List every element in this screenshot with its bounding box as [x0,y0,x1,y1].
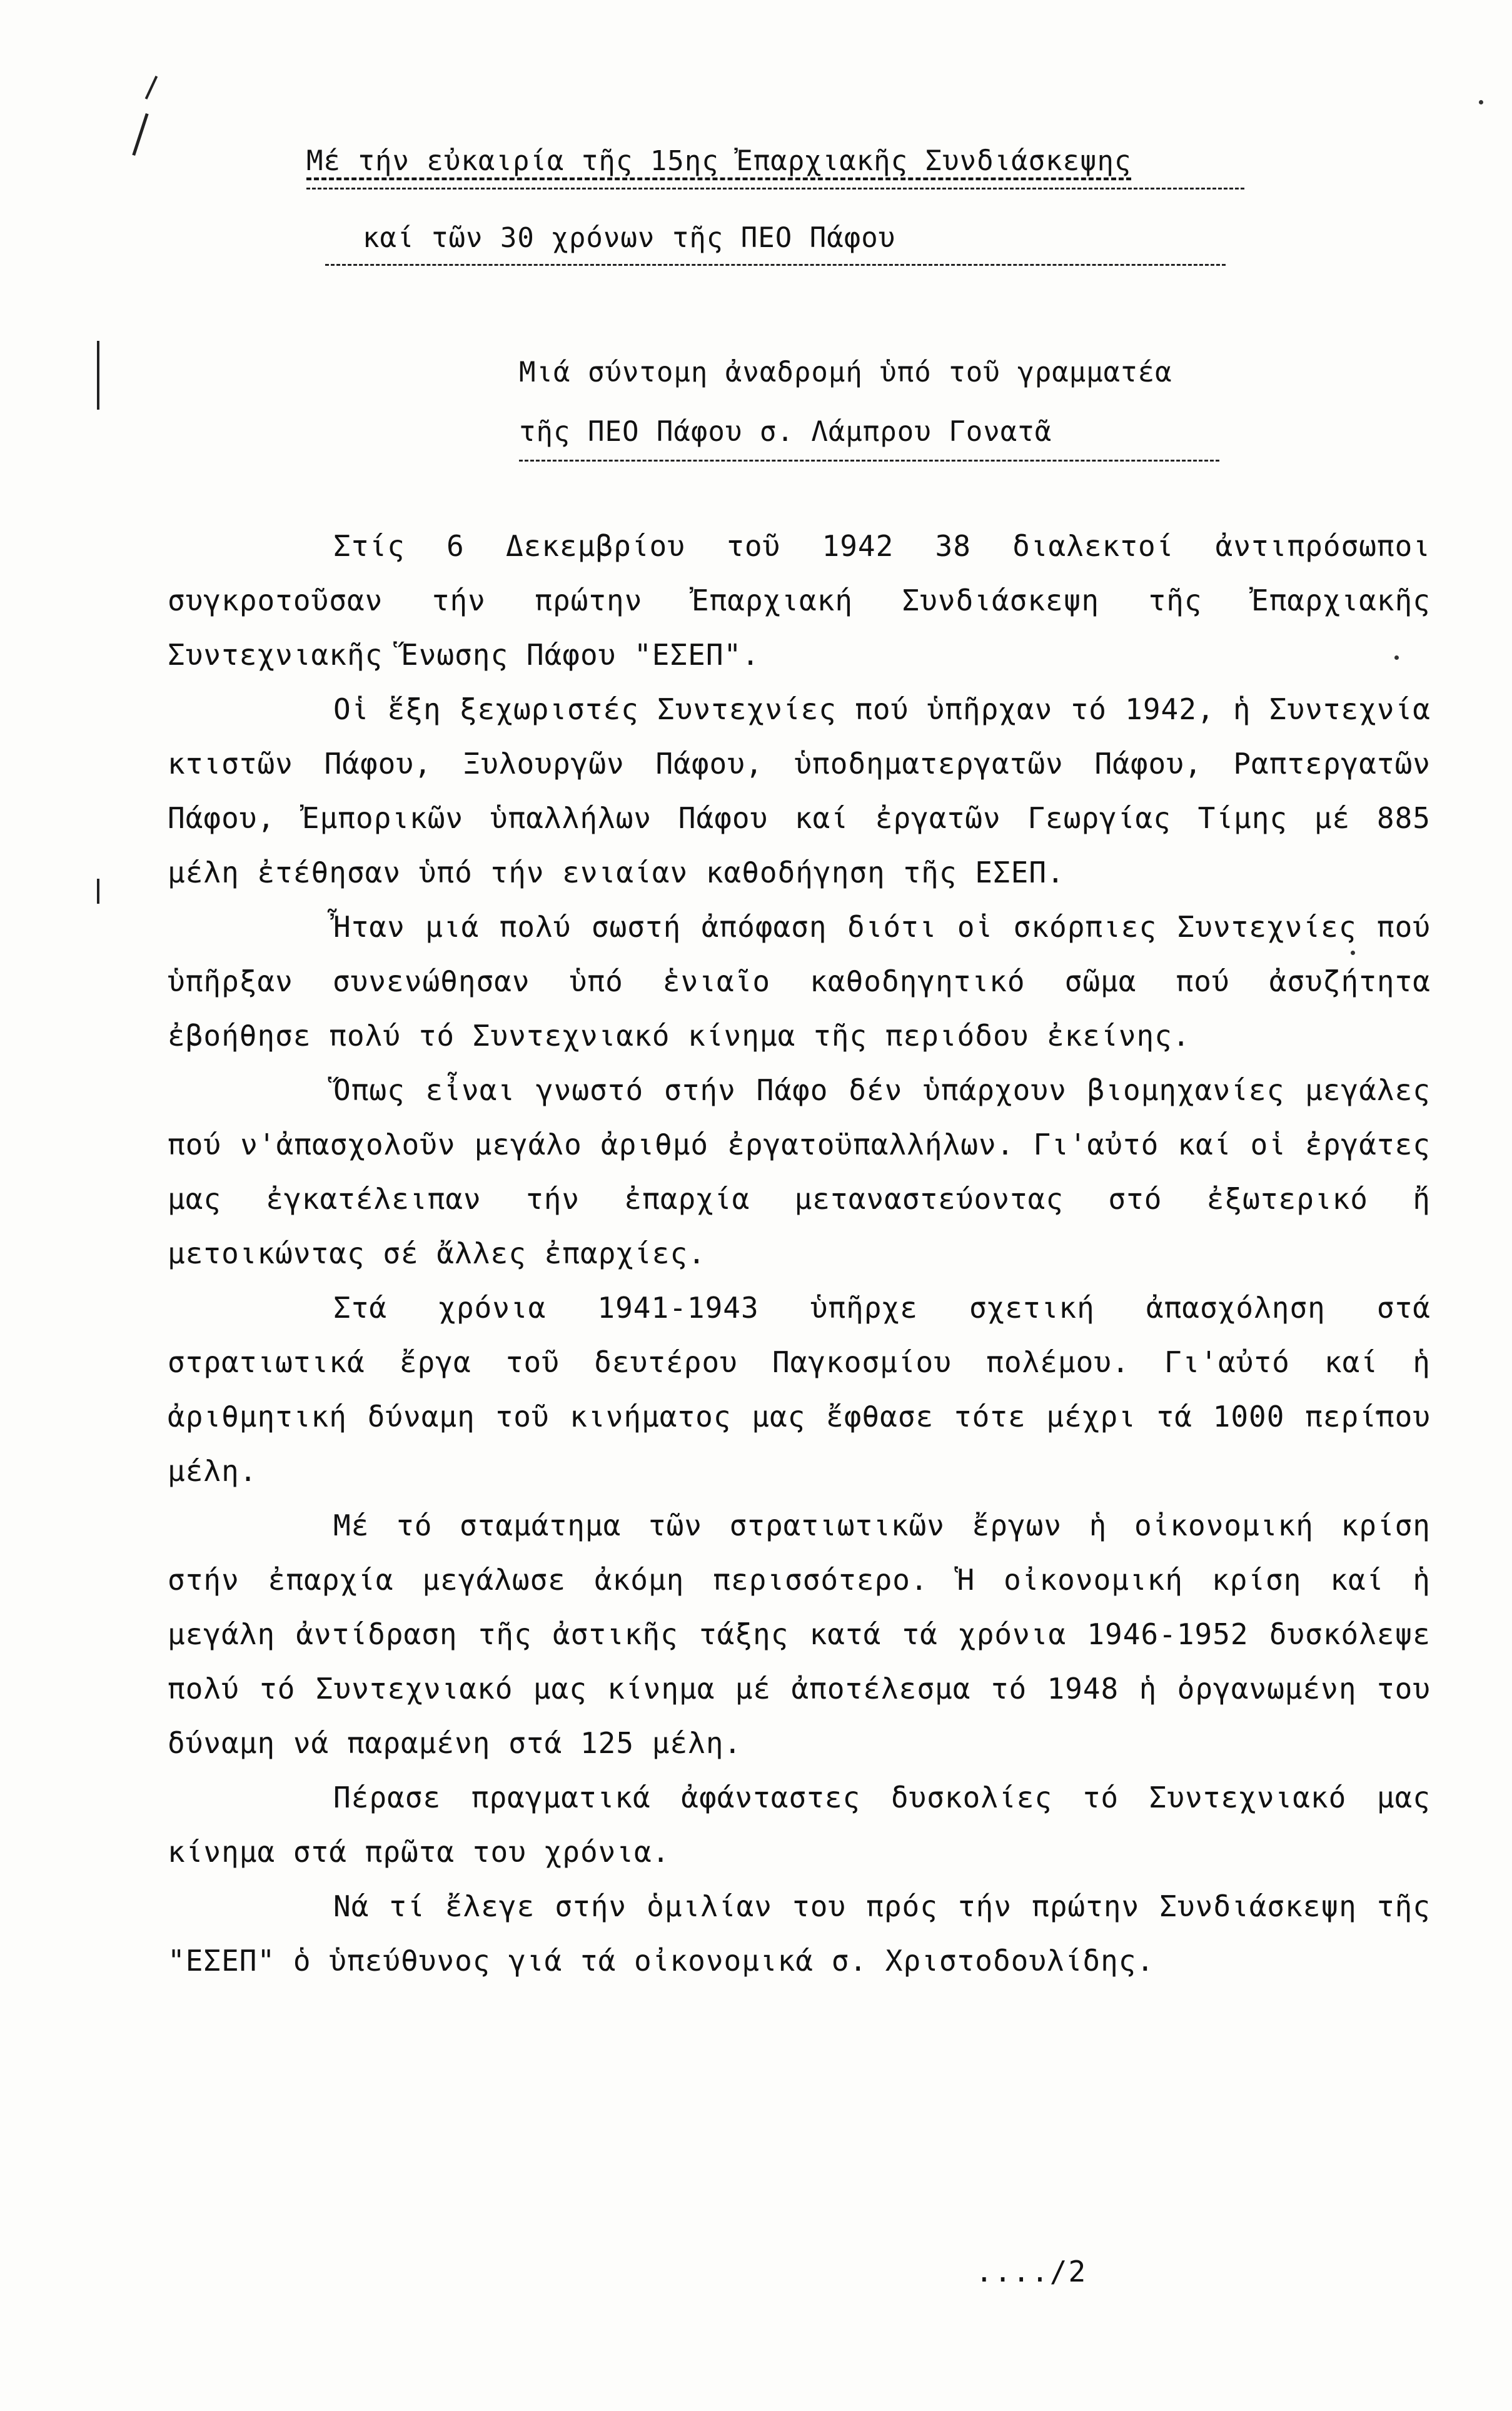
header-underline-1 [306,188,1244,190]
header-underline-2 [325,264,1226,266]
paragraph-2: Οἱ ἕξη ξεχωριστές Συντεχνίες πού ὑπῆρχαν τό 1942, ἡ Συντεχνία κτιστῶν Πάφου, Ξυλουργῶν Πάφου, ὑποδηματεργατῶν Πάφου, Ραπτεργατῶν Πάφου, Ἐμπορικῶν ὑπαλλήλων Πάφου καί ἐργατῶν Γεωργίας Τίμης μέ 885 μέλη ἐτέθησαν ὑπό τήν ενιαίαν καθοδήγηση τῆς ΕΣΕΠ. [168,692,1431,889]
paragraph-5: Στά χρόνια 1941-1943 ὑπῆρχε σχετική ἀπασχόληση στά στρατιωτικά ἔργα τοῦ δευτέρου Παγκοσμίου πολέμου. Γι'αὐτό καί ἡ ἀριθμητική δύναμη τοῦ κινήματος μας ἔφθασε τότε μέχρι τά 1000 περίπου μέλη. [168,1291,1431,1488]
paragraph-7: Πέρασε πραγματικά ἀφάνταστες δυσκολίες τό Συντεχνιακό μας κίνημα στά πρῶτα του χρόνια. [168,1781,1431,1869]
header-title-text-2: καί τῶν 30 χρόνων τῆς ΠΕΟ Πάφου [363,222,896,254]
margin-rule-mark [97,341,99,410]
subtitle-underline [519,460,1219,462]
paragraph-3: Ἦταν μιά πολύ σωστή ἀπόφαση διότι οἱ σκόρπιες Συντεχνίες πού ὑπῆρξαν συνενώθησαν ὑπό ἑνιαῖο καθοδηγητικό σῶμα πού ἀσυζήτητα ἐβοήθησε πολύ τό Συντεχνιακό κίνημα τῆς περιόδου ἐκείνης. [168,910,1431,1053]
subtitle-line-1 [519,356,1172,388]
margin-rule-mark [97,879,99,904]
margin-pen-mark [145,76,158,99]
paragraph-4: Ὅπως εἶναι γνωστό στήν Πάφο δέν ὑπάρχουν βιομηχανίες μεγάλες πού ν'ἀπασχολοῦν μεγάλο ἀριθμό ἐργατοϋπαλλήλων. Γι'αὐτό καί οἱ ἐργάτες μας ἐγκατέλειπαν τήν ἐπαρχία μεταναστεύοντας στό ἐξωτερικό ἤ μετοικώντας σέ ἄλλες ἐπαρχίες. [168,1073,1431,1270]
paragraph-6: Μέ τό σταμάτημα τῶν στρατιωτικῶν ἔργων ἡ οἰκονομική κρίση στήν ἐπαρχία μεγάλωσε ἀκόμη περισσότερο. Ἡ οἰκονομική κρίση καί ἡ μεγάλη ἀντίδραση τῆς ἀστικῆς τάξης κατά τά χρόνια 1946-1952 δυσκόλεψε πολύ τό Συντεχνιακό μας κίνημα μέ ἀποτέλεσμα τό 1948 ἡ ὀργανωμένη του δύναμη νά παραμένη στά 125 μέλη. [168,1509,1431,1760]
body-text [168,519,1431,1988]
paragraph-8: Νά τί ἔλεγε στήν ὁμιλίαν του πρός τήν πρώτην Συνδιάσκεψη τῆς "ΕΣΕΠ" ὁ ὑπεύθυνος γιά τά οἰκονομικά σ. Χριστοδουλίδης. [168,1889,1431,1978]
paragraph-1: Στίς 6 Δεκεμβρίου τοῦ 1942 38 διαλεκτοί ἀντιπρόσωποι συγκροτοῦσαν τήν πρώτην Ἐπαρχιακή Συνδιάσκεψη τῆς Ἐπαρχιακῆς Συντεχνιακῆς Ἕνωσης Πάφου "ΕΣΕΠ". [168,529,1431,672]
header-line-2 [363,222,895,254]
header-line-1 [306,145,1132,177]
header-title-text: Μέ τήν εὐκαιρία τῆς 15ης Ἐπαρχιακῆς Συνδιάσκεψης [306,145,1132,177]
subtitle-text-1: Μιά σύντομη ἀναδρομή ὑπό τοῦ γραμματέα [519,356,1172,388]
subtitle-line-2 [519,416,1052,448]
subtitle-text-2: τῆς ΠΕΟ Πάφου σ. Λάμπρου Γονατᾶ [519,416,1052,448]
page-continuation-marker: ..../2 [975,2255,1087,2288]
scan-speck [1479,100,1483,104]
margin-pen-mark [132,113,148,156]
